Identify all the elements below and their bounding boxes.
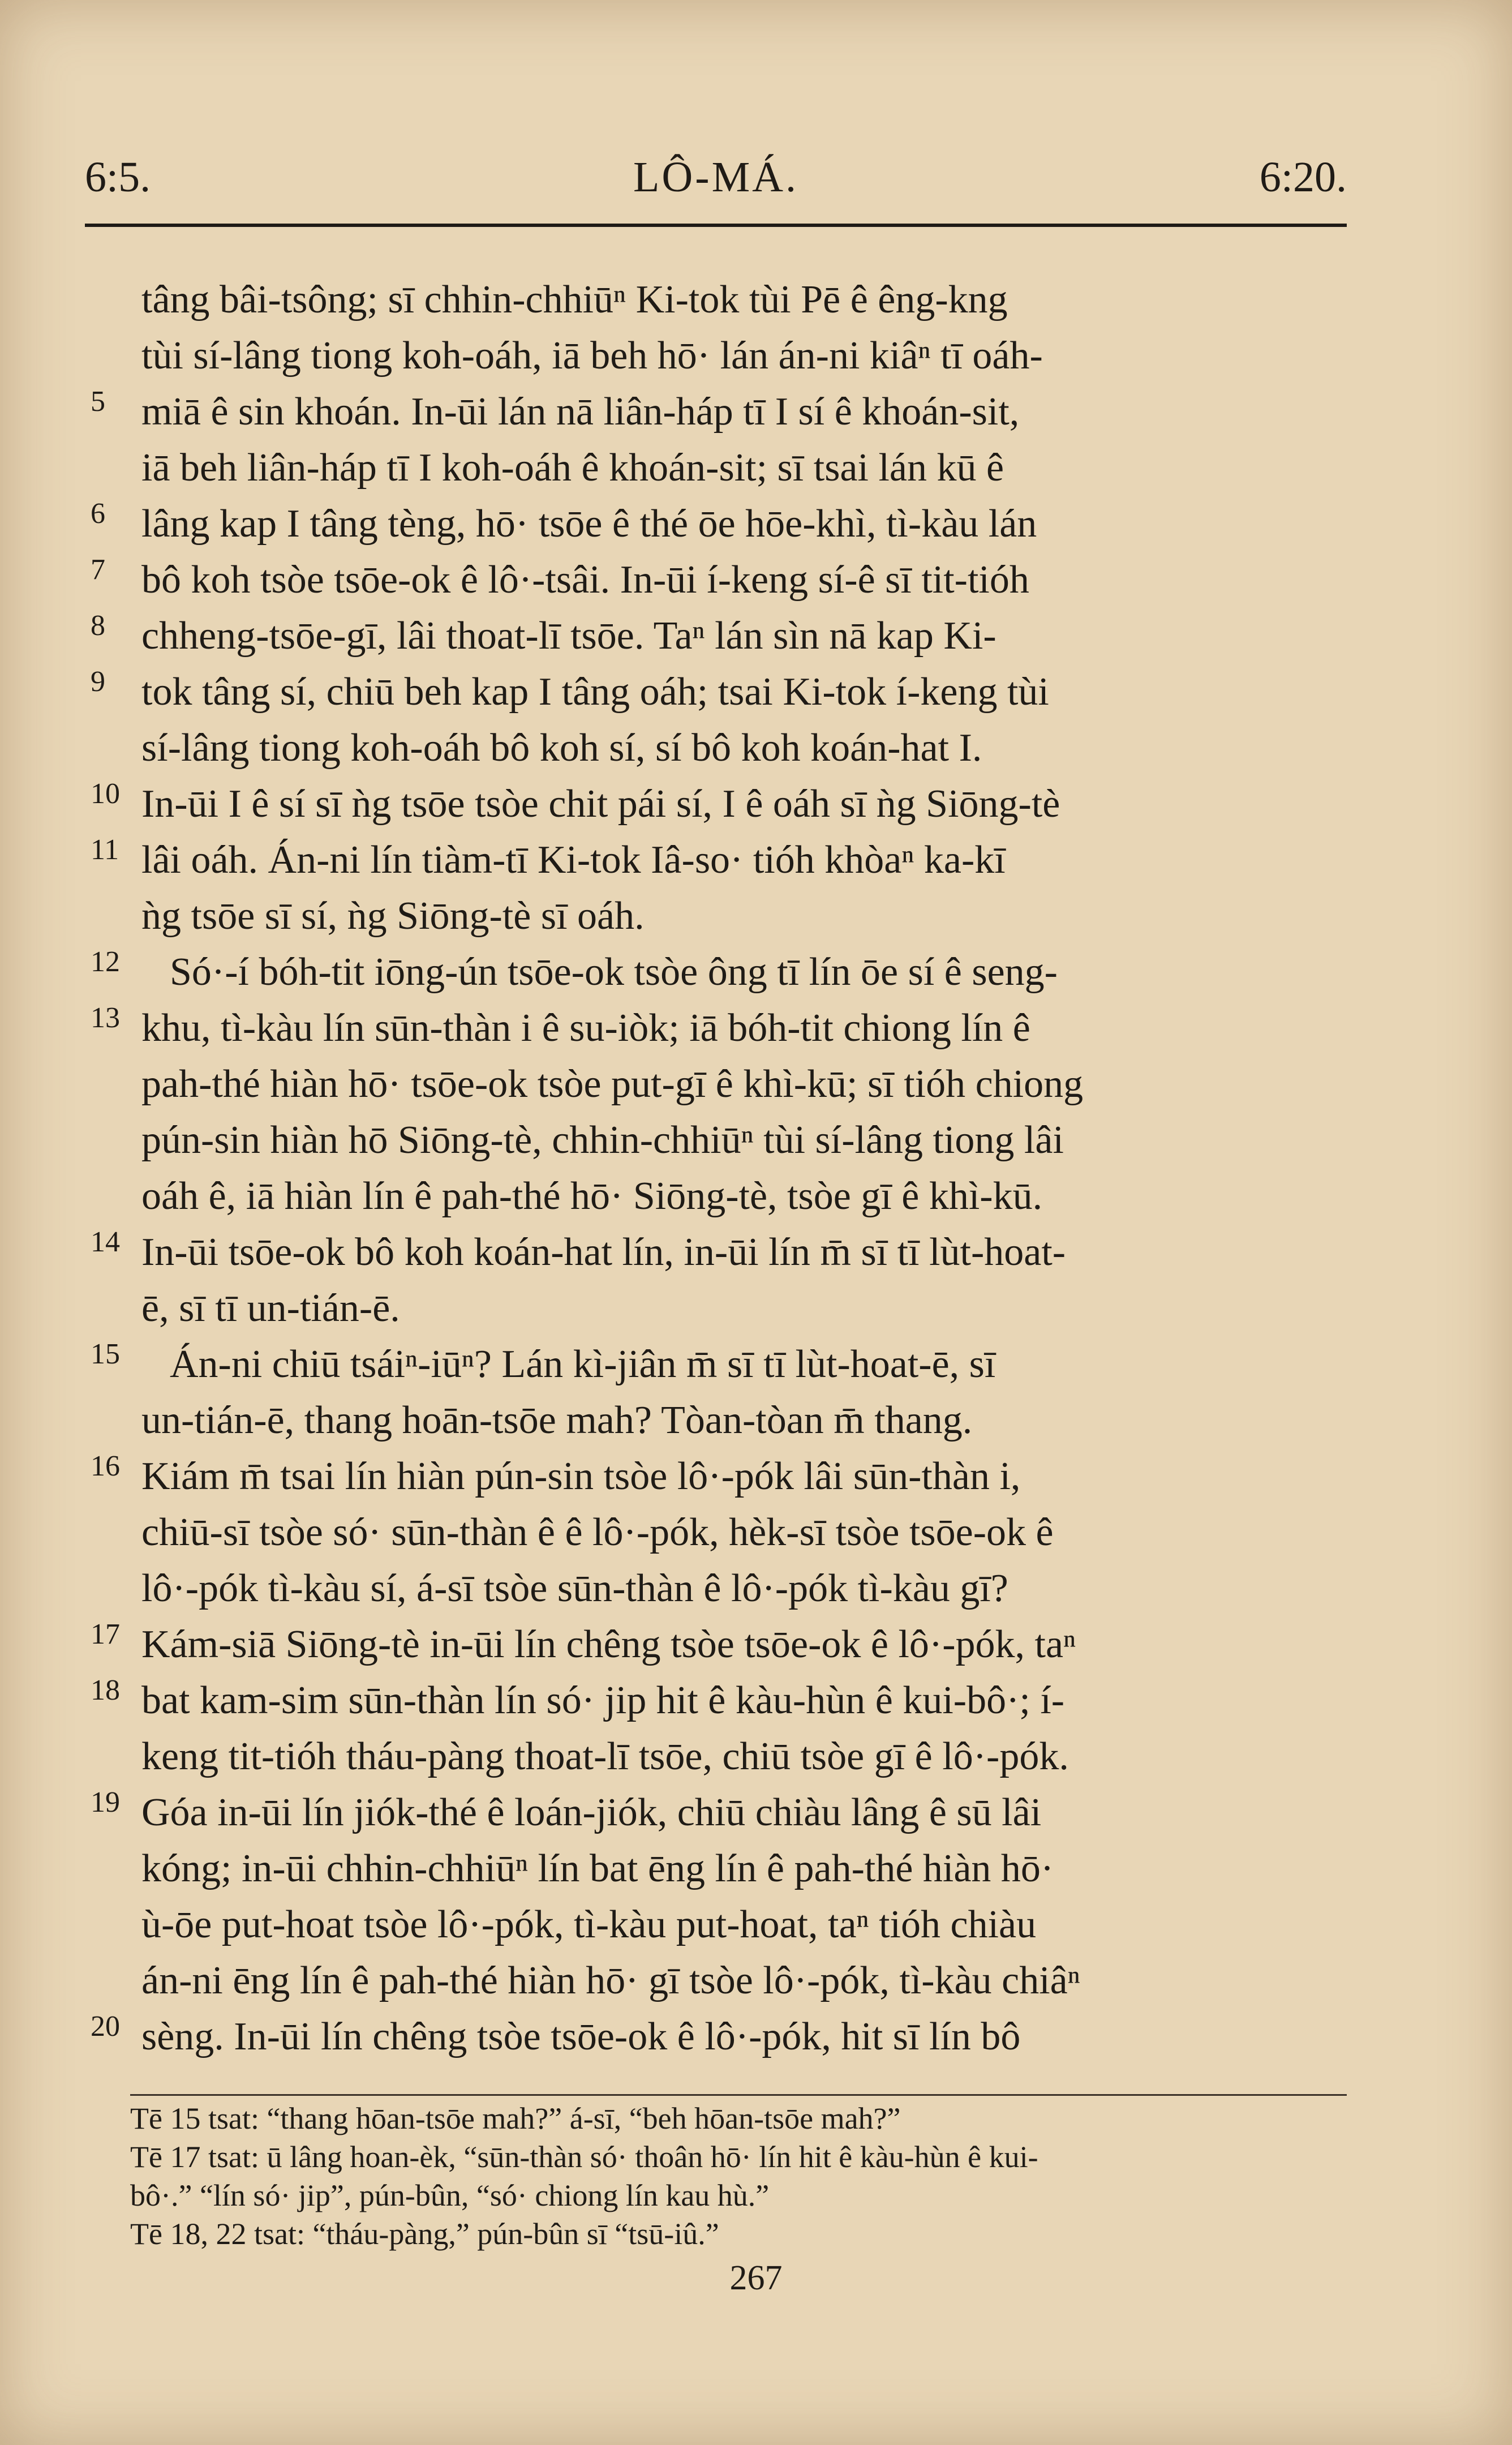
text-line bbox=[91, 1392, 1352, 1448]
text-line bbox=[91, 1504, 1352, 1560]
verse-number: 17 bbox=[91, 1618, 120, 1650]
line-text: Án-ni chiū tsáiⁿ-iūⁿ? Lán kì-jiân m̄ sī tī lùt-hoat-ē, sī bbox=[170, 1342, 996, 1386]
line-text: Góa in-ūi lín jiók-thé ê loán-jiók, chiū chiàu lâng ê sū lâi bbox=[141, 1791, 1042, 1834]
text-line bbox=[91, 1672, 1352, 1728]
line-text: iā beh liân-háp tī I koh-oáh ê khoán-sit; sī tsai lán kū ê bbox=[141, 446, 1004, 490]
text-line bbox=[91, 496, 1352, 552]
verse-number: 15 bbox=[91, 1338, 120, 1370]
text-line bbox=[91, 328, 1352, 384]
verse-number: 11 bbox=[91, 834, 119, 866]
line-text: oáh ê, iā hiàn lín ê pah-thé hō· Siōng-tè, tsòe gī ê khì-kū. bbox=[141, 1174, 1043, 1218]
line-text: sèng. In-ūi lín chêng tsòe tsōe-ok ê lô·-pók, hit sī lín bô bbox=[141, 2015, 1021, 2058]
line-text: lâng kap I tâng tèng, hō· tsōe ê thé ōe hōe-khì, tì-kàu lán bbox=[141, 502, 1037, 546]
line-text: bô koh tsòe tsōe-ok ê lô·-tsâi. In-ūi í-keng sí-ê sī tit-tióh bbox=[141, 558, 1029, 602]
running-header bbox=[85, 153, 1347, 215]
chapter-verse-end: 6:20. bbox=[1259, 153, 1347, 201]
line-text: In-ūi tsōe-ok bô koh koán-hat lín, in-ūi lín m̄ sī tī lùt-hoat- bbox=[141, 1230, 1066, 1274]
text-line bbox=[91, 1841, 1352, 1897]
verse-number: 14 bbox=[91, 1226, 120, 1258]
text-line bbox=[91, 664, 1352, 720]
line-text: Só·-í bóh-tit iōng-ún tsōe-ok tsòe ông tī lín ōe sí ê seng- bbox=[170, 950, 1058, 994]
verse-number: 12 bbox=[91, 946, 120, 978]
text-line bbox=[91, 608, 1352, 664]
text-line bbox=[91, 1280, 1352, 1336]
text-line bbox=[91, 1616, 1352, 1672]
text-line bbox=[91, 1448, 1352, 1504]
text-line bbox=[91, 1000, 1352, 1056]
line-text: ǹg tsōe sī sí, ǹg Siōng-tè sī oáh. bbox=[141, 894, 645, 938]
scripture-text bbox=[91, 272, 1352, 2065]
line-text: Kiám m̄ tsai lín hiàn pún-sin tsòe lô·-pók lâi sūn-thàn i, bbox=[141, 1455, 1021, 1498]
footnote-line: Tē 18, 22 tsat: “tháu-pàng,” pún-bûn sī “tsū-iû.” bbox=[130, 2217, 719, 2251]
line-text: pah-thé hiàn hō· tsōe-ok tsòe put-gī ê khì-kū; sī tióh chiong bbox=[141, 1062, 1084, 1106]
line-text: bat kam-sim sūn-thàn lín só· jip hit ê kàu-hùn ê kui-bô·; í- bbox=[141, 1679, 1065, 1722]
line-text: chheng-tsōe-gī, lâi thoat-lī tsōe. Taⁿ lán sìn nā kap Ki- bbox=[141, 614, 996, 658]
text-line bbox=[91, 1897, 1352, 1953]
text-line bbox=[91, 1560, 1352, 1616]
verse-number: 5 bbox=[91, 385, 105, 418]
verse-number: 9 bbox=[91, 666, 105, 698]
line-text: sí-lâng tiong koh-oáh bô koh sí, sí bô koh koán-hat I. bbox=[141, 726, 982, 770]
line-text: kóng; in-ūi chhin-chhiūⁿ lín bat ēng lín ê pah-thé hiàn hō· bbox=[141, 1847, 1054, 1890]
text-line bbox=[91, 1336, 1352, 1392]
text-line bbox=[91, 832, 1352, 888]
verse-number: 13 bbox=[91, 1002, 120, 1034]
verse-number: 6 bbox=[91, 497, 105, 530]
verse-number: 20 bbox=[91, 2010, 120, 2043]
text-line bbox=[91, 1112, 1352, 1168]
line-text: un-tián-ē, thang hoān-tsōe mah? Tòan-tòan m̄ thang. bbox=[141, 1399, 973, 1442]
text-line bbox=[91, 776, 1352, 832]
text-line bbox=[91, 720, 1352, 776]
text-line bbox=[91, 384, 1352, 440]
book-title: LÔ-MÁ. bbox=[633, 153, 799, 201]
text-line bbox=[91, 1168, 1352, 1224]
text-line bbox=[91, 1785, 1352, 1841]
chapter-verse-start: 6:5. bbox=[85, 153, 151, 201]
verse-number: 19 bbox=[91, 1786, 120, 1818]
footnote-line: Tē 15 tsat: “thang hōan-tsōe mah?” á-sī, “beh hōan-tsōe mah?” bbox=[130, 2101, 901, 2135]
text-line bbox=[91, 440, 1352, 496]
line-text: pún-sin hiàn hō Siōng-tè, chhin-chhiūⁿ tùi sí-lâng tiong lâi bbox=[141, 1118, 1064, 1162]
verse-number: 18 bbox=[91, 1674, 120, 1706]
text-line bbox=[91, 272, 1352, 328]
text-line bbox=[91, 552, 1352, 608]
page-number: 267 bbox=[729, 2259, 783, 2297]
verse-number: 10 bbox=[91, 778, 120, 810]
line-text: Kám-siā Siōng-tè in-ūi lín chêng tsòe tsōe-ok ê lô·-pók, taⁿ bbox=[141, 1623, 1076, 1666]
header-rule bbox=[85, 224, 1347, 227]
text-line bbox=[91, 1056, 1352, 1112]
line-text: tâng bâi-tsông; sī chhin-chhiūⁿ Ki-tok tùi Pē ê êng-kng bbox=[141, 278, 1008, 321]
line-text: In-ūi I ê sí sī ǹg tsōe tsòe chit pái sí, I ê oáh sī ǹg Siōng-tè bbox=[141, 782, 1060, 826]
text-line bbox=[91, 888, 1352, 944]
line-text: tùi sí-lâng tiong koh-oáh, iā beh hō· lán án-ni kiâⁿ tī oáh- bbox=[141, 334, 1043, 378]
line-text: án-ni ēng lín ê pah-thé hiàn hō· gī tsòe lô·-pók, tì-kàu chiâⁿ bbox=[141, 1959, 1080, 2002]
line-text: ē, sī tī un-tián-ē. bbox=[141, 1286, 400, 1330]
line-text: ù-ōe put-hoat tsòe lô·-pók, tì-kàu put-hoat, taⁿ tióh chiàu bbox=[141, 1903, 1037, 1946]
footnotes bbox=[130, 2094, 1347, 2253]
line-text: lâi oáh. Án-ni lín tiàm-tī Ki-tok Iâ-so· tióh khòaⁿ ka-kī bbox=[141, 838, 1006, 882]
text-line bbox=[91, 1728, 1352, 1785]
line-text: chiū-sī tsòe só· sūn-thàn ê ê lô·-pók, hèk-sī tsòe tsōe-ok ê bbox=[141, 1511, 1054, 1554]
line-text: keng tit-tióh tháu-pàng thoat-lī tsōe, chiū tsòe gī ê lô·-pók. bbox=[141, 1735, 1069, 1778]
text-line bbox=[91, 1953, 1352, 2009]
line-text: tok tâng sí, chiū beh kap I tâng oáh; tsai Ki-tok í-keng tùi bbox=[141, 670, 1049, 714]
line-text: miā ê sin khoán. In-ūi lán nā liân-háp tī I sí ê khoán-sit, bbox=[141, 390, 1020, 434]
verse-number: 7 bbox=[91, 554, 105, 586]
line-text: khu, tì-kàu lín sūn-thàn i ê su-iòk; iā bóh-tit chiong lín ê bbox=[141, 1006, 1030, 1050]
verse-number: 16 bbox=[91, 1450, 120, 1482]
line-text: lô·-pók tì-kàu sí, á-sī tsòe sūn-thàn ê lô·-pók tì-kàu gī? bbox=[141, 1567, 1008, 1610]
footnote-line: bô·.” “lín só· jip”, pún-bûn, “só· chiong lín kau hù.” bbox=[130, 2178, 770, 2212]
text-line bbox=[91, 1224, 1352, 1280]
footnote-line: Tē 17 tsat: ū lâng hoan-èk, “sūn-thàn só· thoân hō· lín hit ê kàu-hùn ê kui- bbox=[130, 2140, 1038, 2174]
verse-number: 8 bbox=[91, 610, 105, 642]
text-line bbox=[91, 2009, 1352, 2065]
text-line bbox=[91, 944, 1352, 1000]
